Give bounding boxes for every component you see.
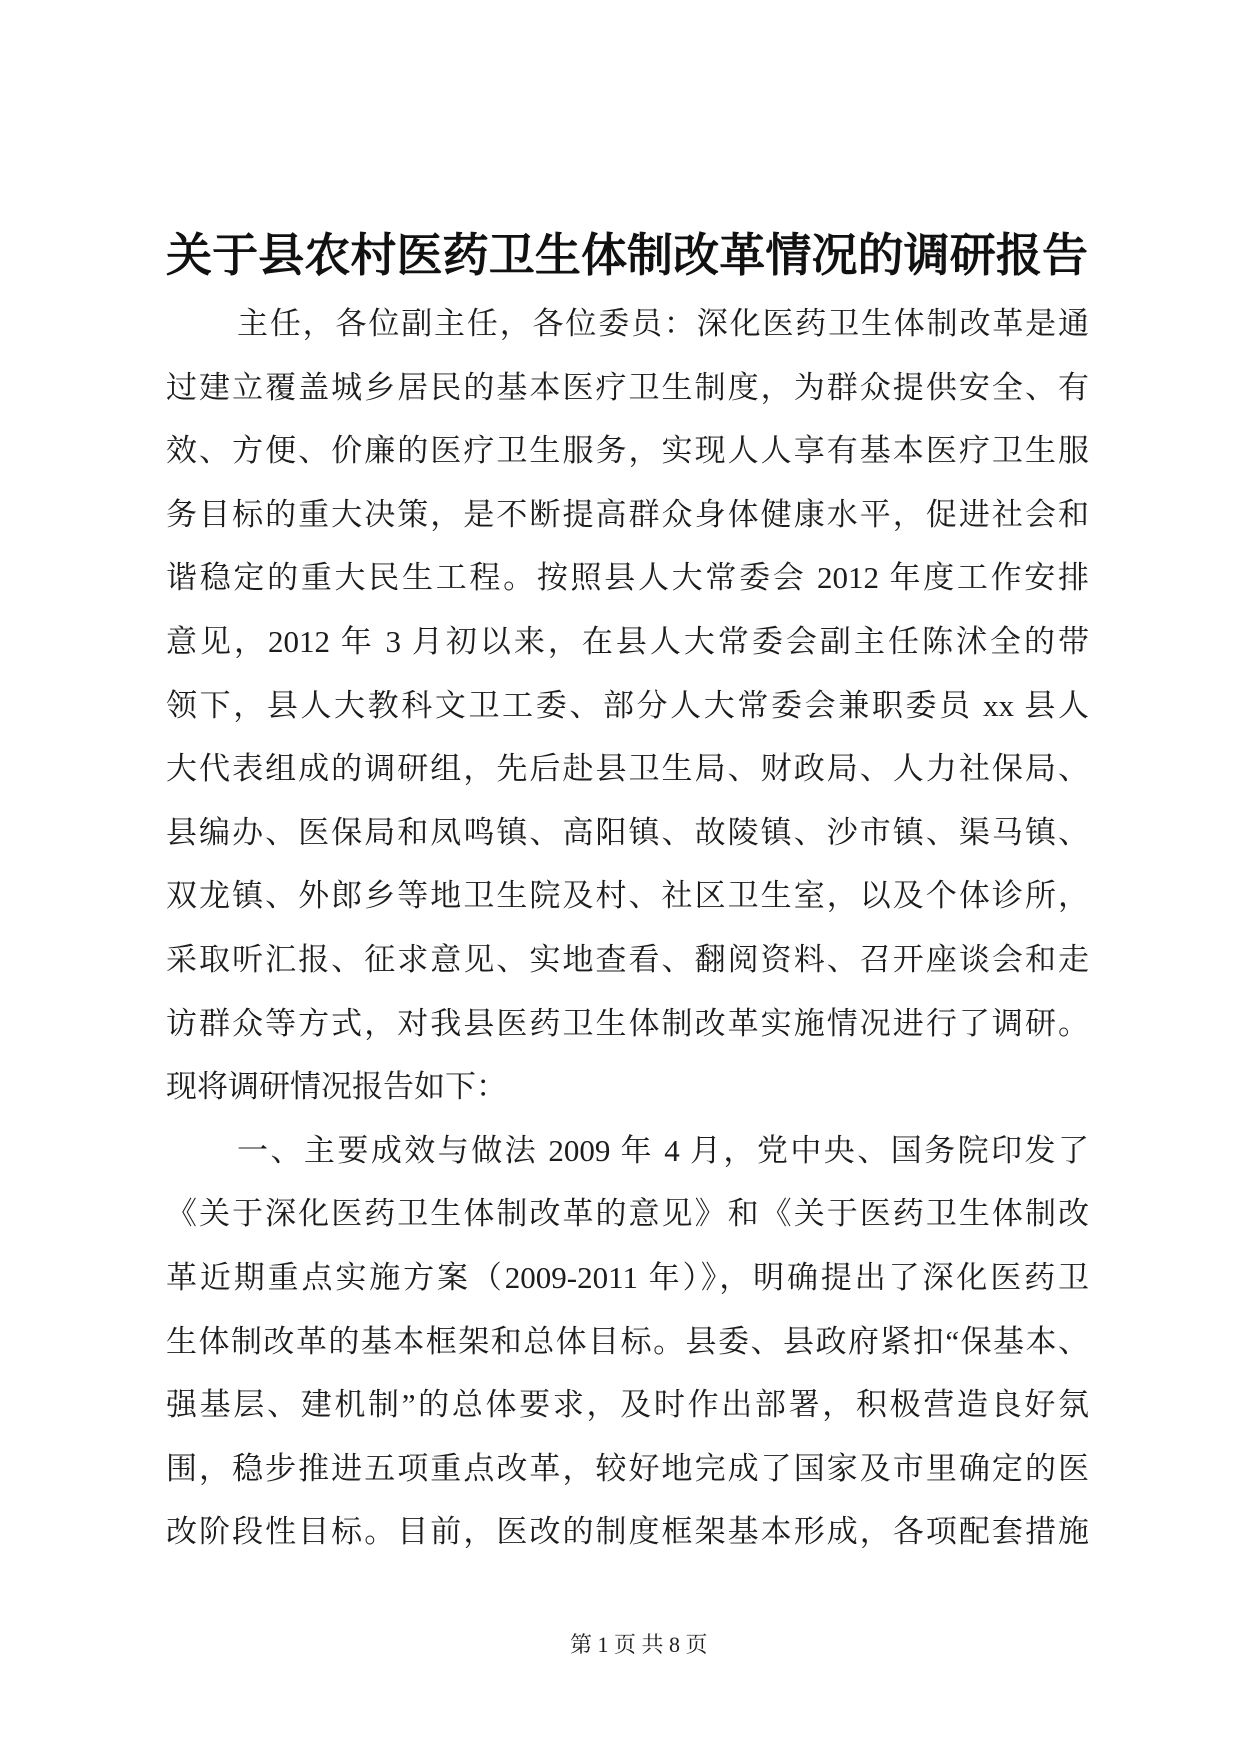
body-text-line: 谐稳定的重大民生工程。按照县人大常委会 2012 年度工作安排 — [166, 560, 1089, 596]
body-text-line: 大代表组成的调研组，先后赴县卫生局、财政局、人力社保局、 — [166, 751, 1089, 787]
page-footer: 第 1 页 共 8 页 — [570, 1632, 708, 1657]
document-title: 关于县农村医药卫生体制改革情况的调研报告 — [166, 230, 1088, 281]
body-text-line: 过建立覆盖城乡居民的基本医疗卫生制度，为群众提供安全、有 — [166, 369, 1089, 405]
body-text-line: 改阶段性目标。目前，医改的制度框架基本形成，各项配套措施 — [166, 1514, 1089, 1550]
body-text-line: 革近期重点实施方案（2009-2011 年）》，明确提出了深化医药卫 — [166, 1259, 1089, 1295]
body-text-line: 意见，2012 年 3 月初以来，在县人大常委会副主任陈沭全的带 — [166, 623, 1089, 659]
paragraph-intro — [166, 292, 1089, 1119]
body-text-line: 强基层、建机制”的总体要求，及时作出部署，积极营造良好氛 — [166, 1387, 1089, 1423]
body-text-line: 《关于深化医药卫生体制改革的意见》和《关于医药卫生体制改 — [166, 1196, 1089, 1232]
paragraph-main-results — [166, 1119, 1089, 1564]
body-text-line: 一、主要成效与做法 2009 年 4 月，党中央、国务院印发了 — [237, 1132, 1089, 1168]
body-text-line: 效、方便、价廉的医疗卫生服务，实现人人享有基本医疗卫生服 — [166, 433, 1089, 469]
body-text-line: 现将调研情况报告如下： — [166, 1069, 507, 1105]
body-text-line: 县编办、医保局和凤鸣镇、高阳镇、故陵镇、沙市镇、渠马镇、 — [166, 814, 1089, 850]
body-text-line: 访群众等方式，对我县医药卫生体制改革实施情况进行了调研。 — [166, 1005, 1089, 1041]
body-text-line: 采取听汇报、征求意见、实地查看、翻阅资料、召开座谈会和走 — [166, 941, 1089, 977]
document-body — [166, 292, 1089, 1564]
body-text-line: 务目标的重大决策，是不断提高群众身体健康水平，促进社会和 — [166, 496, 1089, 532]
body-text-line: 双龙镇、外郎乡等地卫生院及村、社区卫生室，以及个体诊所， — [166, 878, 1089, 914]
body-text-line: 主任，各位副主任，各位委员：深化医药卫生体制改革是通 — [237, 306, 1089, 341]
body-text-line: 生体制改革的基本框架和总体目标。县委、县政府紧扣“保基本、 — [166, 1323, 1089, 1359]
body-text-line: 领下，县人大教科文卫工委、部分人大常委会兼职委员 xx 县人 — [166, 687, 1089, 723]
body-text-line: 围，稳步推进五项重点改革，较好地完成了国家及市里确定的医 — [166, 1450, 1089, 1486]
